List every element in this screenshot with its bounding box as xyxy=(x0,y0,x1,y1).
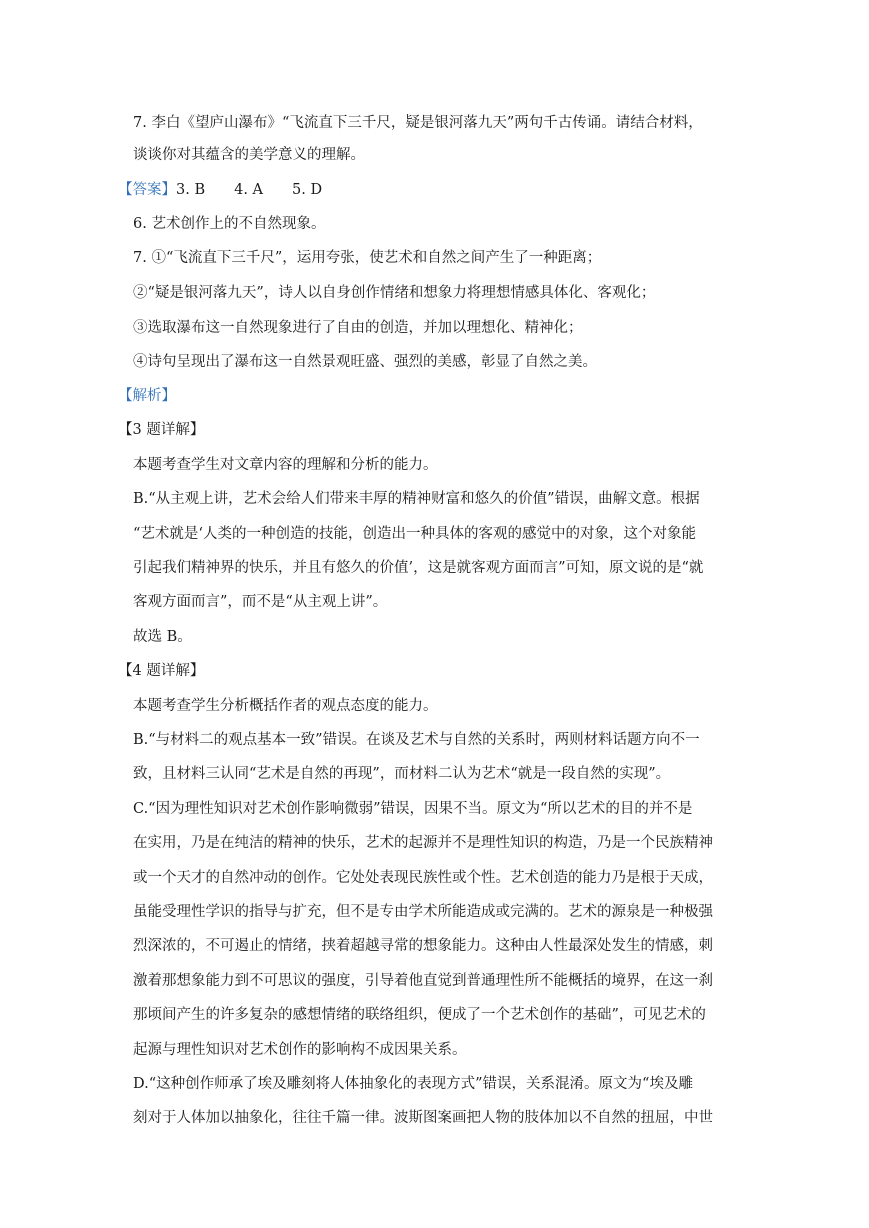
question-7-line-1: 7. 李白《望庐山瀑布》“飞流直下三千尺，疑是银河落九天”两句千古传诵。请结合材料， xyxy=(133,115,703,131)
q3-conclusion: 故选 B。 xyxy=(133,629,192,645)
q4-detail-heading: 【4 题详解】 xyxy=(118,663,205,679)
answer-7-point-4: ④诗句呈现出了瀑布这一自然景观旺盛、强烈的美感，彰显了自然之美。 xyxy=(133,354,597,370)
q4-option-d-line-2: 刻对于人体加以抽象化，往往千篇一律。波斯图案画把人物的肢体加以不自然的扭屈，中世 xyxy=(133,1110,713,1126)
q3-detail-line-4: 客观方面而言”，而不是“从主观上讲”。 xyxy=(133,594,388,610)
answer-6: 6. 艺术创作上的不自然现象。 xyxy=(133,216,326,232)
q4-option-c-line-5: 烈深浓的，不可遏止的情绪，挟着超越寻常的想象能力。这种由人性最深处发生的情感，刺 xyxy=(133,938,713,954)
q4-detail-intro: 本题考查学生分析概括作者的观点态度的能力。 xyxy=(133,698,438,714)
q3-detail-line-2: “艺术就是‘人类的一种创造的技能，创造出一种具体的客观的感觉中的对象，这个对象能 xyxy=(133,526,697,542)
q4-option-c-line-7: 那顷间产生的许多复杂的感想情绪的联络组织，便成了一个艺术创作的基础”，可见艺术的 xyxy=(133,1007,706,1023)
q4-option-d-line-1: D.“这种创作师承了埃及雕刻将人体抽象化的表现方式”错误，关系混淆。原文为“埃及雕 xyxy=(133,1076,693,1092)
q4-option-c-line-3: 或一个天才的自然冲动的创作。它处处表现民族性或个性。艺术创造的能力乃是根于天成， xyxy=(133,870,713,886)
analysis-tag-line xyxy=(118,386,723,406)
q4-option-c-line-1: C.“因为理性知识对艺术创作影响微弱”错误，因果不当。原文为“所以艺术的目的并不是 xyxy=(133,801,693,817)
q4-option-c-line-8: 起源与理性知识对艺术创作的影响构不成因果关系。 xyxy=(133,1042,467,1058)
q4-option-c-line-2: 在实用，乃是在纯洁的精神的快乐，艺术的起源并不是理性知识的构造，乃是一个民族精神 xyxy=(133,835,713,851)
analysis-tag: 【解析】 xyxy=(118,388,176,404)
q3-detail-line-3: 引起我们精神界的快乐，并且有悠久的价值’，这是就客观方面而言”可知，原文说的是“就 xyxy=(133,560,704,576)
q4-option-b-line-2: 致，且材料三认同“艺术是自然的再现”，而材料二认为艺术“就是一段自然的实现”。 xyxy=(133,766,671,782)
q3-detail-heading: 【3 题详解】 xyxy=(118,422,205,438)
q4-option-c-line-6: 激着那想象能力到不可思议的强度，引导着他直觉到普通理性所不能概括的境界，在这一刹 xyxy=(133,973,713,989)
answer-line xyxy=(118,180,723,200)
answer-tag: 【答案】 xyxy=(118,182,176,198)
answer-7-point-3: ③选取瀑布这一自然现象进行了自由的创造，并加以理想化、精神化； xyxy=(133,320,583,336)
q3-detail-intro: 本题考查学生对文章内容的理解和分析的能力。 xyxy=(133,457,438,473)
answer-7-point-1: 7. ①“飞流直下三千尺”，运用夸张，使艺术和自然之间产生了一种距离； xyxy=(133,250,602,266)
q3-detail-line-1: B.“从主观上讲，艺术会给人们带来丰厚的精神财富和悠久的价值”错误，曲解文意。根据 xyxy=(133,491,700,507)
q4-option-b-line-1: B.“与材料二的观点基本一致”错误。在谈及艺术与自然的关系时，两则材料话题方向不一 xyxy=(133,732,700,748)
answer-choices: 3. B 4. A 5. D xyxy=(176,182,323,198)
q4-option-c-line-4: 虽能受理性学识的指导与扩充，但不是专由学术所能造成或完满的。艺术的源泉是一种极强 xyxy=(133,904,713,920)
answer-7-point-2: ②“疑是银河落九天”，诗人以自身创作情绪和想象力将理想情感具体化、客观化； xyxy=(133,285,656,301)
question-7-line-2: 谈谈你对其蕴含的美学意义的理解。 xyxy=(133,147,365,163)
